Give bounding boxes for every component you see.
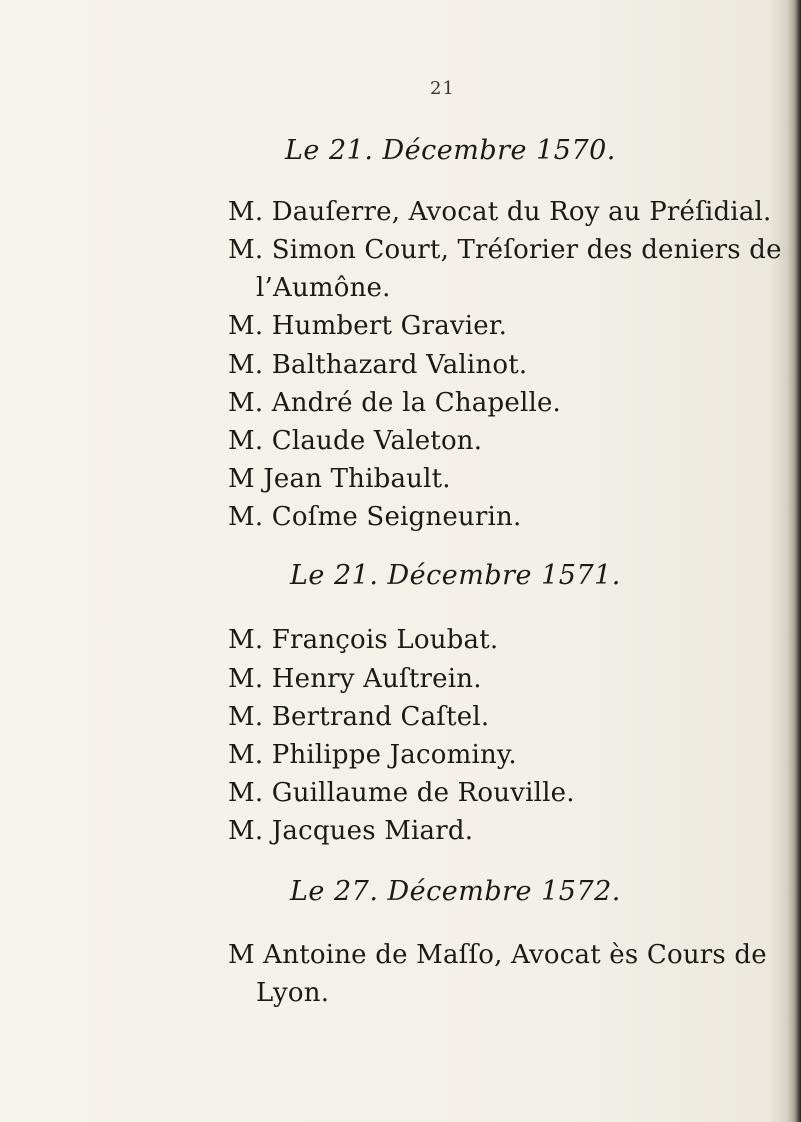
list-item: l’Aumône. — [256, 273, 391, 303]
list-item: M. Bertrand Caſtel. — [228, 702, 490, 732]
list-item: M. Claude Valeton. — [228, 426, 483, 456]
list-item: M. Henry Auſtrein. — [228, 664, 482, 694]
list-item: M. François Loubat. — [228, 625, 499, 655]
section-heading-1570: Le 21. Décembre 1570. — [285, 135, 616, 166]
list-item: M. André de la Chapelle. — [228, 388, 562, 418]
list-item: Lyon. — [256, 978, 330, 1008]
list-item: M. Humbert Gravier. — [228, 311, 508, 341]
page-edge-shadow — [787, 0, 801, 1122]
list-item: M Antoine de Maſſo, Avocat ès Cours de — [228, 940, 767, 970]
list-item: M. Philippe Jacominy. — [228, 740, 517, 770]
list-item: M. Dauſerre, Avocat du Roy au Préſidial. — [228, 197, 772, 227]
list-item: M. Simon Court, Tréſorier des deniers de — [228, 235, 782, 265]
list-item: M. Balthazard Valinot. — [228, 350, 528, 380]
list-item: M Jean Thibault. — [228, 464, 451, 494]
list-item: M. Jacques Miard. — [228, 816, 474, 846]
list-item: M. Guillaume de Rouville. — [228, 778, 575, 808]
list-item: M. Coſme Seigneurin. — [228, 502, 522, 532]
page-number: 21 — [430, 78, 455, 99]
section-heading-1572: Le 27. Décembre 1572. — [290, 876, 621, 907]
section-heading-1571: Le 21. Décembre 1571. — [290, 560, 621, 591]
